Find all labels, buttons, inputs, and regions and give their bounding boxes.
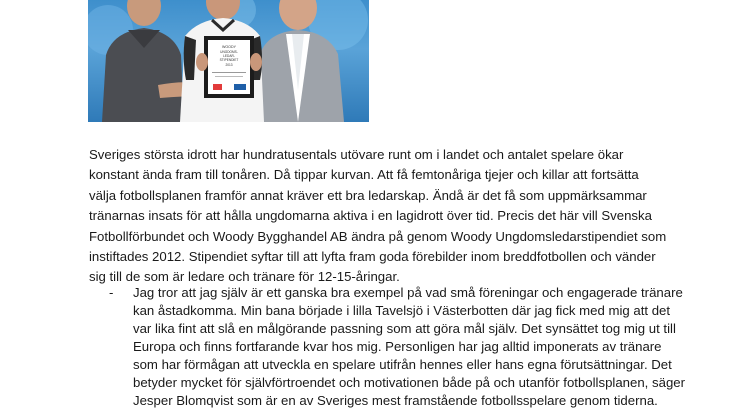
quote-text: Jag tror att jag själv är ett ganska bra exempel på vad små föreningar och engagerade tränare kan åstadkomma. Min bana började i lilla Tavelsjö i Västerbotten där jag fick med mig att det var lika fint att slå en målgörande passning som att göra mål själv. Det synsättet tog mig ut till Europa och finns fortfarande kvar hos mig. Personligen har jag alltid imponerats av tränare som har förmågan att utveckla en spelare utifrån hennes eller hans egna förutsättningar. Det betyder mycket för självförtroendet och motivationen både på och utanför fotbollsplanen, säger Jesper Blomqvist som är en av Sveriges mest framstående fotbollsspelare genom tiderna. xyxy=(133,285,686,408)
svg-text:WOODY: WOODY xyxy=(222,45,236,49)
photo-illustration xyxy=(88,0,369,122)
svg-text:2013: 2013 xyxy=(225,63,233,67)
svg-text:LEDAR-: LEDAR- xyxy=(223,54,235,58)
diploma-frame xyxy=(204,36,254,98)
svg-text:STIPENDIET: STIPENDIET xyxy=(219,58,239,62)
article-paragraph: Sveriges största idrott har hundratusentals utövare runt om i landet och antalet spelare ökar konstant ända fram till tonåren. Då tippar kurvan. Att få femtonåriga tjejer och killar att fortsätta välja fotbollsplanen framför annat kräver ett bra ledarskap. Ändå är det få som uppmärksammar tränarnas insats för att hålla ungdomarna aktiva i en lagidrott över tid. Precis det här vill Svenska Fotbollförbundet och Woody Bygghandel AB ändra på genom Woody Ungdomsledarstipendiet som instiftades 2012. Stipendiet syftar till att lyfta fram goda förebilder inom breddfotbollen och vänder sig till de som är ledare och tränare för 12-15-åringar. xyxy=(89,147,667,285)
svg-text:UNGDOMS-: UNGDOMS- xyxy=(220,50,238,54)
article-photo xyxy=(88,0,369,122)
quote-bullet: - xyxy=(109,285,114,300)
